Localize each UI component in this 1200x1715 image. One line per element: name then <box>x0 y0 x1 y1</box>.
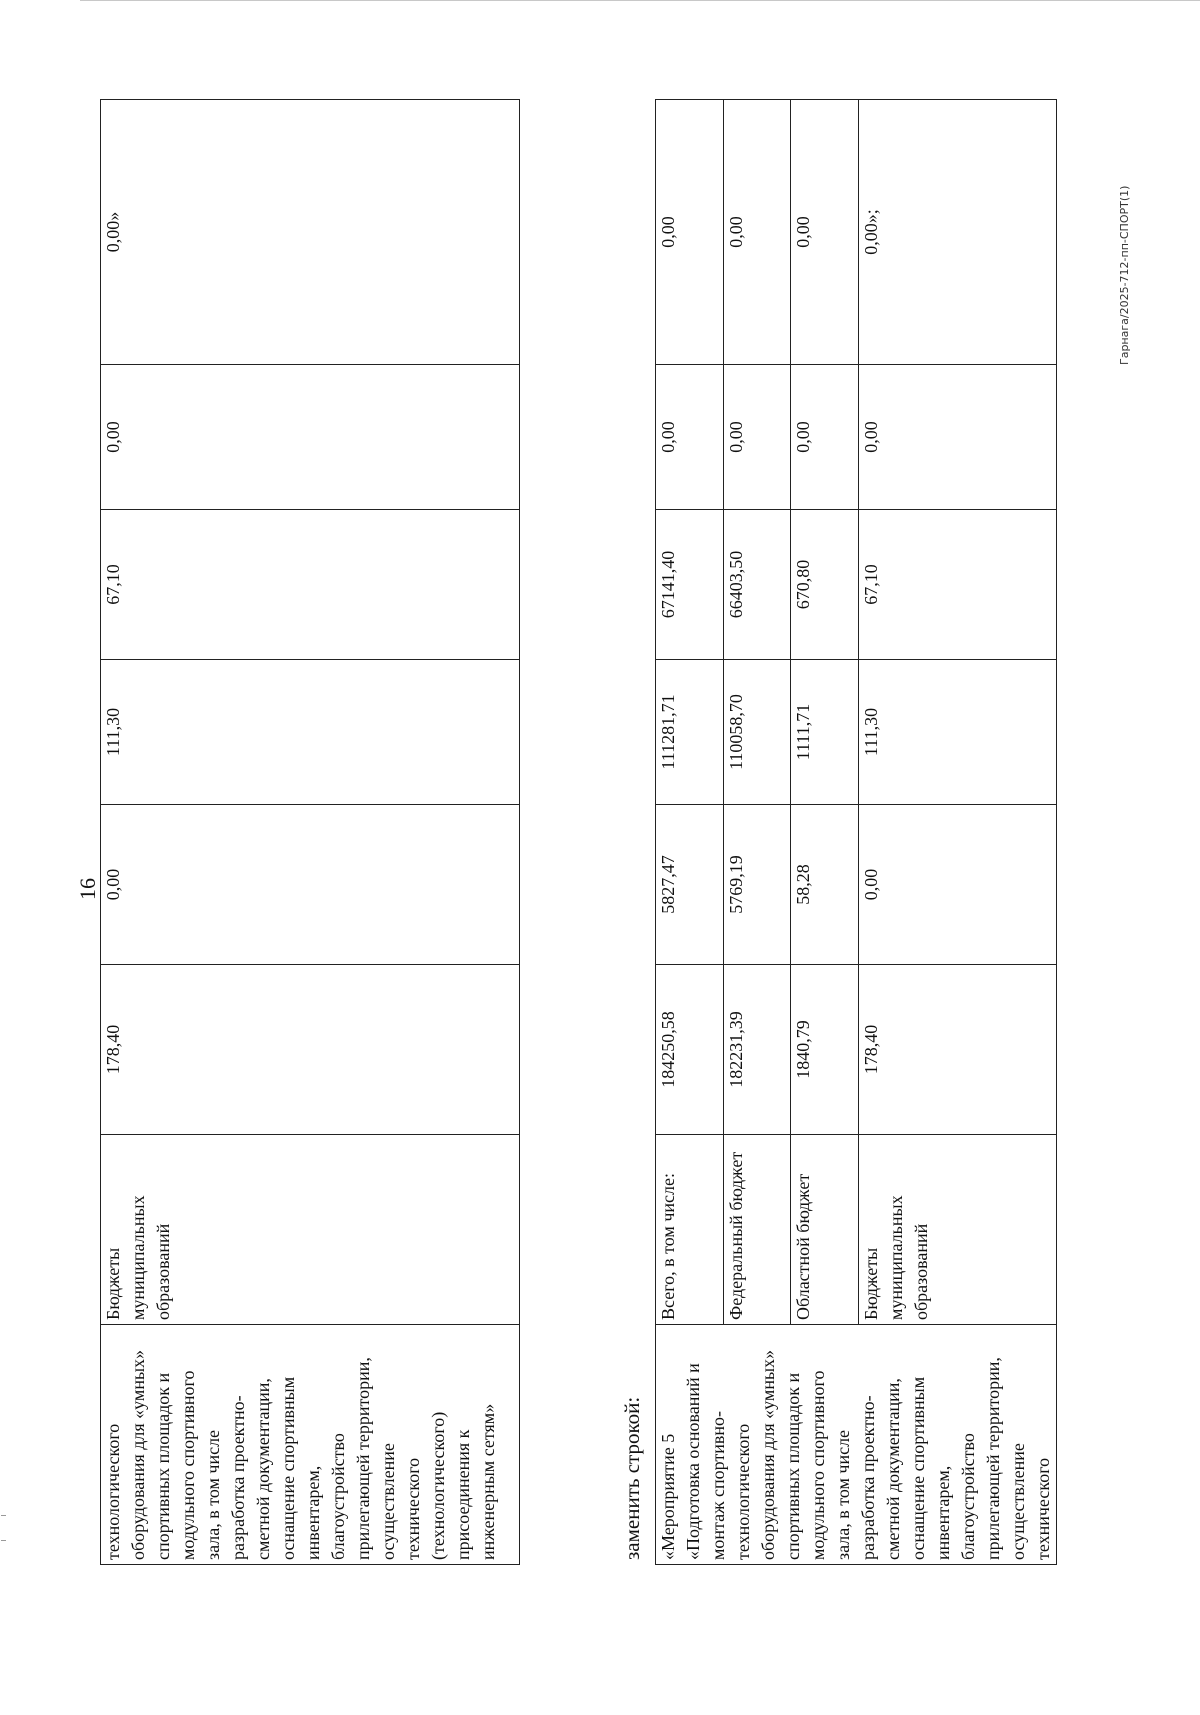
year-value-cell: 58,28 <box>791 805 859 965</box>
year-value-cell: 111281,71 <box>656 660 724 805</box>
scan-top-edge <box>80 0 1200 1</box>
replace-label: заменить строкой: <box>620 1396 644 1560</box>
year-value-cell: 111,30 <box>101 660 520 805</box>
cell-line: сметной документации, <box>253 1378 273 1560</box>
cell-line: присоединения к <box>453 1429 473 1560</box>
year-value-cell: 0,00» <box>101 100 520 365</box>
year-value-cell: 0,00 <box>101 365 520 510</box>
year-value-cell: 67,10 <box>101 510 520 660</box>
margin-mark <box>1 1515 6 1516</box>
cell-line: оснащение спортивным <box>908 1376 928 1560</box>
cell-line: «Мероприятие 5 <box>658 1433 678 1560</box>
funding-source-cell: Областной бюджет <box>791 1135 859 1325</box>
year-value-cell: 67141,40 <box>656 510 724 660</box>
year-value-cell: 0,00 <box>859 365 1057 510</box>
cell-line: сметной документации, <box>883 1378 903 1560</box>
page-number: 16 <box>75 878 100 900</box>
total-value-cell: 178,40 <box>101 965 520 1135</box>
funding-source-cell: Всего, в том числе: <box>656 1135 724 1325</box>
cell-line: Бюджеты <box>103 1247 123 1320</box>
cell-line: Бюджеты <box>861 1247 882 1320</box>
year-value-cell: 67,10 <box>859 510 1057 660</box>
cell-line: разработка проектно- <box>228 1395 248 1560</box>
cell-line: прилегающей территории, <box>353 1357 373 1560</box>
year-value-cell: 111,30 <box>859 660 1057 805</box>
total-value-cell: 1840,79 <box>791 965 859 1135</box>
cell-line: модульного спортивного <box>808 1370 828 1560</box>
cell-line: «Подготовка оснований и <box>683 1363 703 1560</box>
funding-source-cell <box>101 1135 520 1325</box>
total-value-cell: 178,40 <box>859 965 1057 1135</box>
year-value-cell: 110058,70 <box>723 660 791 805</box>
funding-source-cell: Федеральный бюджет <box>723 1135 791 1325</box>
cell-line: спортивных площадок и <box>783 1372 803 1560</box>
cell-line: технического <box>1033 1457 1053 1560</box>
year-value-cell: 0,00 <box>723 365 791 510</box>
cell-line: инженерным сетям» <box>478 1403 498 1560</box>
year-value-cell: 0,00»; <box>859 100 1057 365</box>
year-value-cell: 0,00 <box>101 805 520 965</box>
cell-line: оснащение спортивным <box>278 1376 298 1560</box>
cell-line: спортивных площадок и <box>153 1372 173 1560</box>
cell-line: инвентарем, <box>303 1465 323 1560</box>
margin-mark <box>1 1540 6 1541</box>
year-value-cell: 0,00 <box>859 805 1057 965</box>
cell-line: муниципальных <box>886 1195 907 1320</box>
total-value-cell: 182231,39 <box>723 965 791 1135</box>
measure-description-cell <box>101 1325 520 1565</box>
cell-line: зала, в том числе <box>833 1429 853 1560</box>
cell-line: осуществление <box>378 1443 398 1560</box>
cell-line: образований <box>911 1223 932 1320</box>
measure-description-cell <box>656 1325 1057 1565</box>
table-top <box>100 99 520 1565</box>
year-value-cell: 670,80 <box>791 510 859 660</box>
year-value-cell: 5769,19 <box>723 805 791 965</box>
year-value-cell: 0,00 <box>791 365 859 510</box>
cell-line: образований <box>153 1223 173 1320</box>
total-value-cell: 184250,58 <box>656 965 724 1135</box>
cell-line: благоустройство <box>958 1433 978 1560</box>
cell-line: благоустройство <box>328 1433 348 1560</box>
cell-line: технологического <box>103 1423 123 1560</box>
year-value-cell: 0,00 <box>656 365 724 510</box>
cell-line: модульного спортивного <box>178 1370 198 1560</box>
rotated-content <box>40 40 1160 1640</box>
cell-line: оборудования для «умных» <box>758 1349 778 1560</box>
funding-source-cell <box>859 1135 1057 1325</box>
year-value-cell: 0,00 <box>723 100 791 365</box>
cell-line: прилегающей территории, <box>983 1357 1003 1560</box>
year-value-cell: 0,00 <box>656 100 724 365</box>
cell-line: монтаж спортивно- <box>708 1410 728 1560</box>
cell-line: зала, в том числе <box>203 1429 223 1560</box>
year-value-cell: 66403,50 <box>723 510 791 660</box>
cell-line: оборудования для «умных» <box>128 1349 148 1560</box>
cell-line: муниципальных <box>128 1195 148 1320</box>
cell-line: инвентарем, <box>933 1465 953 1560</box>
table-row <box>656 100 724 1565</box>
cell-line: технического <box>403 1457 423 1560</box>
cell-line: (технологического) <box>428 1411 448 1560</box>
footer-code: Гарнага/2025-712-пп-СПОРТ(1) <box>1118 185 1131 365</box>
table-row <box>101 100 520 1565</box>
year-value-cell: 0,00 <box>791 100 859 365</box>
year-value-cell: 1111,71 <box>791 660 859 805</box>
cell-line: осуществление <box>1008 1443 1028 1560</box>
cell-line: технологического <box>733 1423 753 1560</box>
cell-line: разработка проектно- <box>858 1395 878 1560</box>
table-bottom <box>655 99 1057 1565</box>
year-value-cell: 5827,47 <box>656 805 724 965</box>
